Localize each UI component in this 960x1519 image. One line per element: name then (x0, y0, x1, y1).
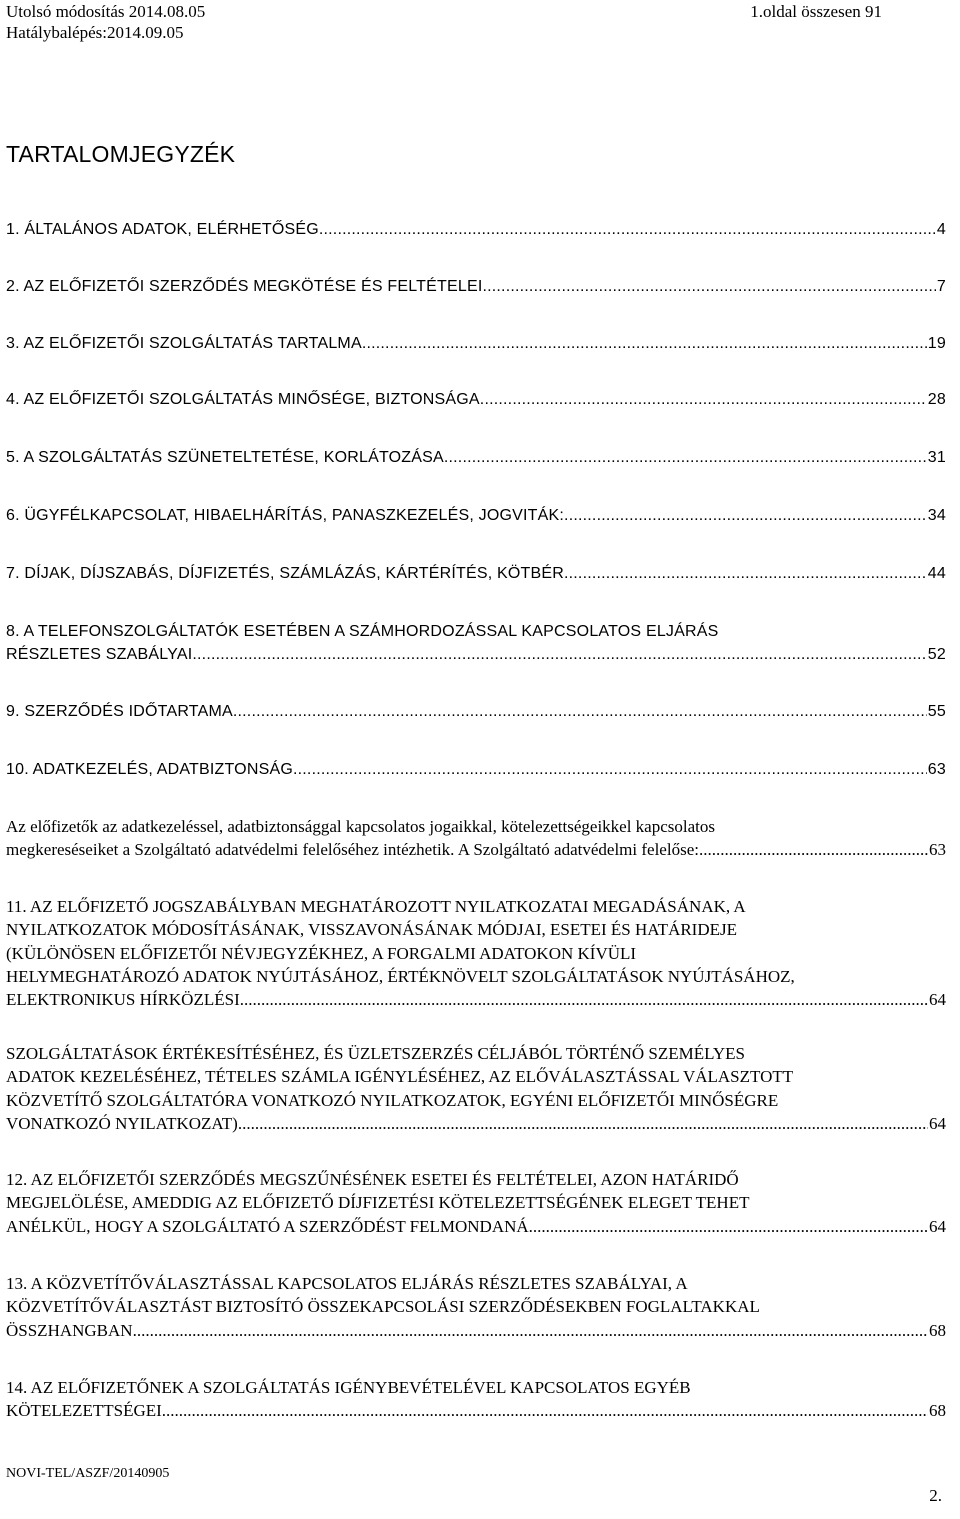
toc-entry-page: 68 (929, 1320, 946, 1340)
toc-entry-title: KÖTELEZETTSÉGEI (6, 1401, 162, 1421)
dot-leader (293, 758, 927, 781)
toc-entry-page: 31 (927, 449, 946, 466)
toc-entry-last-line (6, 643, 946, 666)
toc-entry[interactable] (6, 758, 946, 781)
toc-entry-last-line (6, 988, 946, 1011)
toc-entry-line: (KÜLÖNÖSEN ELŐFIZETŐI NÉVJEGYZÉKHEZ, A FORGALMI ADATOKON KÍVÜLI (6, 943, 637, 963)
dot-leader (238, 1112, 928, 1135)
dot-leader (564, 504, 927, 527)
dot-leader (699, 838, 928, 861)
toc-entry[interactable] (6, 218, 946, 241)
modified-date: Utolsó módosítás 2014.08.05 (6, 2, 206, 21)
toc-entry-page: 64 (929, 1113, 946, 1133)
toc-entry-last-line (6, 1215, 946, 1238)
dot-leader (319, 218, 936, 241)
toc-entry-last-line (6, 1319, 946, 1342)
toc-entry-last-line (6, 838, 946, 861)
toc-entry-title: 4. AZ ELŐFIZETŐI SZOLGÁLTATÁS MINŐSÉGE, BIZTONSÁGA (6, 391, 480, 408)
toc-entry-page: 55 (927, 703, 946, 720)
toc-title: TARTALOMJEGYZÉK (6, 141, 236, 167)
dot-leader (482, 275, 935, 298)
toc-entry-last-line (6, 388, 946, 411)
toc-entry-line: KÖZVETÍTŐ SZOLGÁLTATÓRA VONATKOZÓ NYILATKOZATOK, EGYÉNI ELŐFIZETŐI MINŐSÉGRE (6, 1090, 779, 1110)
toc-entry-page: 19 (927, 335, 946, 352)
dot-leader (362, 332, 927, 355)
toc-entry-title: ANÉLKÜL, HOGY A SZOLGÁLTATÓ A SZERZŐDÉST FELMONDANÁ (6, 1216, 529, 1236)
toc-entry-last-line (6, 504, 946, 527)
toc-entry-last-line (6, 1399, 946, 1422)
toc-entry[interactable] (6, 1376, 946, 1423)
toc-entry[interactable] (6, 700, 946, 723)
toc-entry-title: 5. A SZOLGÁLTATÁS SZÜNETELTETÉSE, KORLÁTOZÁSA (6, 449, 444, 466)
page-count: 1.oldal összesen 91 (750, 2, 882, 21)
toc-entry-title: VONATKOZÓ NYILATKOZAT) (6, 1113, 238, 1133)
toc-entry[interactable] (6, 562, 946, 585)
toc-entry-line: KÖZVETÍTŐVÁLASZTÁST BIZTOSÍTÓ ÖSSZEKAPCSOLÁSI SZERZŐDÉSEKBEN FOGLALTAKKAL (6, 1297, 760, 1317)
toc-entry-page: 34 (927, 507, 946, 524)
toc-entry-line: 12. AZ ELŐFIZETŐI SZERZŐDÉS MEGSZŰNÉSÉNEK ESETEI ÉS FELTÉTELEI, AZON HATÁRIDŐ (6, 1170, 739, 1189)
toc-entry-last-line (6, 700, 946, 723)
toc-entry-line: NYILATKOZATOK MÓDOSÍTÁSÁNAK, VISSZAVONÁSÁNAK MÓDJAI, ESETEI ÉS HATÁRIDEJE (6, 920, 738, 940)
toc-entry-last-line (6, 1112, 946, 1135)
toc-entry-last-line (6, 562, 946, 585)
toc-entry-title: RÉSZLETES SZABÁLYAI (6, 646, 193, 664)
toc-entry-title: 1. ÁLTALÁNOS ADATOK, ELÉRHETŐSÉG (6, 221, 319, 238)
toc-entry-page: 52 (927, 646, 946, 664)
toc-entry-line: ADATOK KEZELÉSÉHEZ, TÉTELES SZÁMLA IGÉNYLÉSÉHEZ, AZ ELŐVÁLASZTÁSSAL VÁLASZTOTT (6, 1067, 794, 1087)
effective-date: Hatálybalépés:2014.09.05 (6, 23, 184, 42)
toc-entry-page: 28 (927, 391, 946, 408)
toc-entry-line: Az előfizetők az adatkezeléssel, adatbiztonsággal kapcsolatos jogaikkal, kötelezettségeikkel kapcsolatos (6, 817, 715, 836)
toc-entry-title: 10. ADATKEZELÉS, ADATBIZTONSÁG (6, 761, 293, 778)
toc-entry-page: 7 (936, 278, 946, 295)
dot-leader (133, 1319, 928, 1342)
toc-entry-title: megkereséseiket a Szolgáltató adatvédelmi felelőséhez intézhetik. A Szolgáltató adatvédelmi felelőse: (6, 840, 699, 860)
toc-entry-page: 63 (929, 840, 946, 860)
toc-entry-line: SZOLGÁLTATÁSOK ÉRTÉKESÍTÉSÉHEZ, ÉS ÜZLETSZERZÉS CÉLJÁBÓL TÖRTÉNŐ SZEMÉLYES (6, 1044, 745, 1063)
dot-leader (564, 562, 927, 585)
toc-entry[interactable] (6, 446, 946, 469)
toc-entry-title: 9. SZERZŐDÉS IDŐTARTAMA (6, 703, 233, 720)
toc-entry[interactable] (6, 1168, 946, 1238)
dot-leader (240, 988, 928, 1011)
toc-entry-page: 44 (927, 565, 946, 582)
dot-leader (162, 1399, 928, 1422)
toc-entry-page: 63 (927, 761, 946, 778)
toc-entry[interactable] (6, 332, 946, 355)
toc-entry-page: 64 (929, 1216, 946, 1236)
toc-entry-page: 4 (936, 221, 946, 238)
toc-entry-title: 2. AZ ELŐFIZETŐI SZERZŐDÉS MEGKÖTÉSE ÉS FELTÉTELEI (6, 278, 483, 295)
dot-leader (233, 700, 927, 723)
dot-leader (529, 1215, 928, 1238)
toc-entry[interactable] (6, 1272, 946, 1342)
toc-entry-title: 6. ÜGYFÉLKAPCSOLAT, HIBAELHÁRÍTÁS, PANASZKEZELÉS, JOGVITÁK: (6, 507, 565, 524)
toc-entry[interactable] (6, 504, 946, 527)
toc-entry-title: ÖSSZHANGBAN (6, 1320, 133, 1340)
toc-entry-line: MEGJELÖLÉSE, AMEDDIG AZ ELŐFIZETŐ DÍJFIZETÉSI KÖTELEZETTSÉGÉNEK ELEGET TEHET (6, 1193, 750, 1213)
toc-entry-line: 14. AZ ELŐFIZETŐNEK A SZOLGÁLTATÁS IGÉNYBEVÉTELÉVEL KAPCSOLATOS EGYÉB (6, 1378, 691, 1397)
toc-entry-title: 7. DÍJAK, DÍJSZABÁS, DÍJFIZETÉS, SZÁMLÁZÁS, KÁRTÉRÍTÉS, KÖTBÉR (6, 565, 564, 582)
toc-entry-title: ELEKTRONIKUS HÍRKÖZLÉSI (6, 990, 240, 1010)
toc-entry-last-line (6, 332, 946, 355)
toc-entry-last-line (6, 446, 946, 469)
dot-leader (480, 388, 927, 411)
toc-entry[interactable] (6, 620, 946, 667)
document-code: NOVI-TEL/ASZF/20140905 (6, 1466, 170, 1481)
toc-entry[interactable] (6, 815, 946, 862)
dot-leader (192, 643, 926, 666)
page-number: 2. (929, 1486, 942, 1505)
toc-entry-page: 68 (929, 1401, 946, 1421)
toc-entry-line: 11. AZ ELŐFIZETŐ JOGSZABÁLYBAN MEGHATÁROZOTT NYILATKOZATAI MEGADÁSÁNAK, A (6, 897, 746, 916)
toc-entry-title: 3. AZ ELŐFIZETŐI SZOLGÁLTATÁS TARTALMA (6, 335, 362, 352)
toc-entry[interactable] (6, 388, 946, 411)
toc-entry-last-line (6, 218, 946, 241)
toc-entry-page: 64 (929, 990, 946, 1010)
toc-entry[interactable] (6, 1042, 946, 1135)
dot-leader (444, 446, 927, 469)
toc-entry-last-line (6, 758, 946, 781)
toc-entry-line: HELYMEGHATÁROZÓ ADATOK NYÚJTÁSÁHOZ, ÉRTÉKNÖVELT SZOLGÁLTATÁSOK NYÚJTÁSÁHOZ, (6, 966, 795, 986)
toc-entry[interactable] (6, 895, 946, 1011)
toc-entry-last-line (6, 275, 946, 298)
toc-entry[interactable] (6, 275, 946, 298)
toc-entry-line: 8. A TELEFONSZOLGÁLTATÓK ESETÉBEN A SZÁMHORDOZÁSSAL KAPCSOLATOS ELJÁRÁS (6, 623, 719, 640)
toc-entry-line: 13. A KÖZVETÍTŐVÁLASZTÁSSAL KAPCSOLATOS ELJÁRÁS RÉSZLETES SZABÁLYAI, A (6, 1274, 688, 1293)
